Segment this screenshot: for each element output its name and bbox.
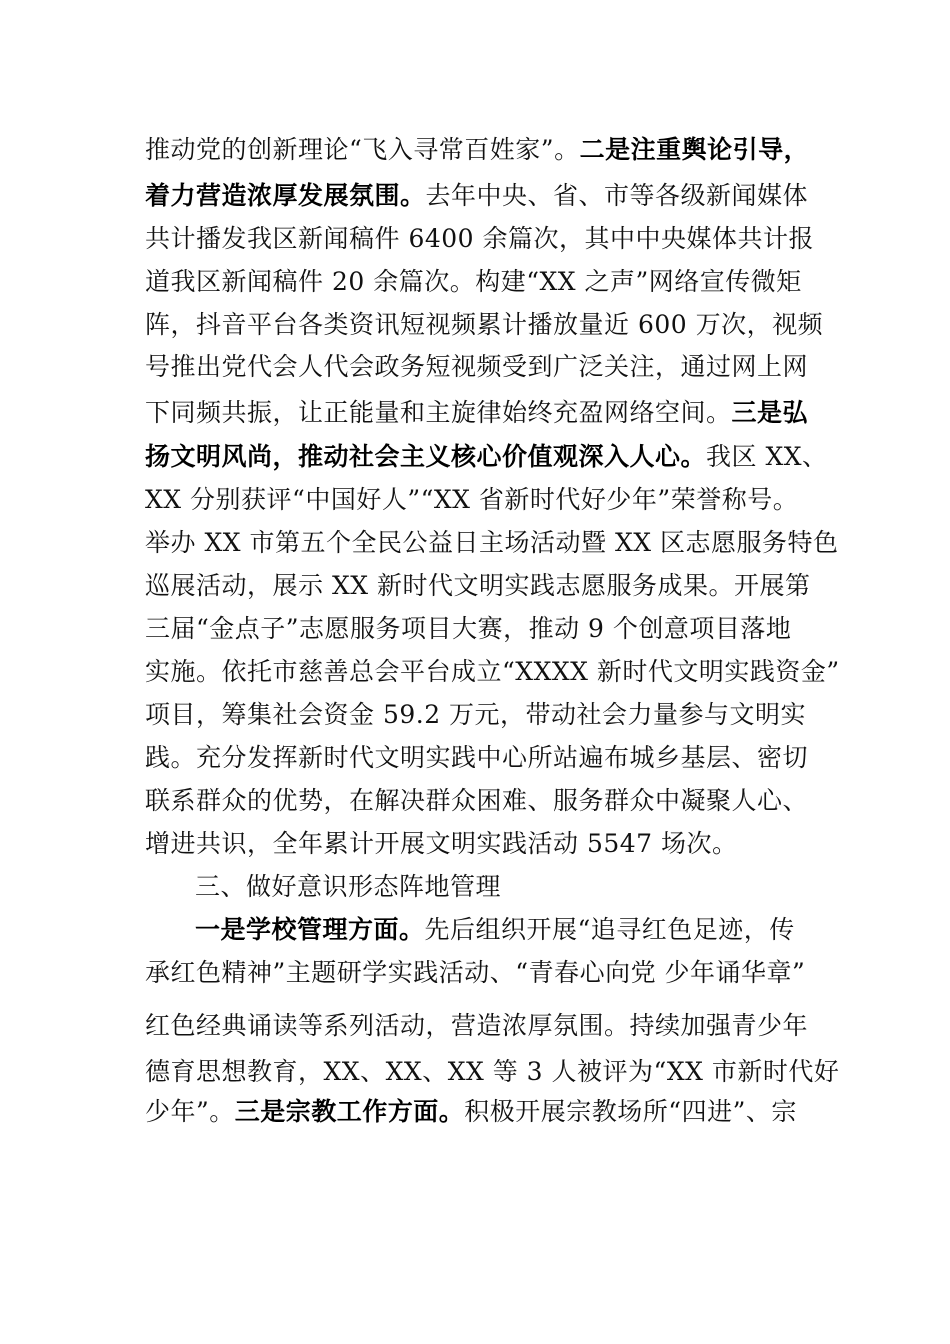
text-line-13 (145, 652, 840, 692)
text-run: 巡展活动，展示 XX 新时代文明实践志愿服务成果。开展第 (145, 571, 811, 600)
text-line-22 (145, 1052, 840, 1092)
text-line-11 (145, 566, 825, 606)
text-line-4 (145, 262, 825, 302)
text-run: 我区 XX、 (706, 442, 828, 471)
text-line-17 (145, 824, 825, 864)
bold-heading-run: 三是弘 (731, 398, 809, 427)
text-line-23 (145, 1092, 825, 1132)
text-run: 道我区新闻稿件 20 余篇次。构建“XX 之声”网络宣传微矩 (145, 267, 802, 296)
text-line-19 (195, 910, 875, 950)
text-line-20 (145, 953, 825, 993)
bold-heading-run: 着力营造浓厚发展氛围。 (145, 181, 426, 210)
text-run: 共计播发我区新闻稿件 6400 余篇次，其中中央媒体共计报 (145, 224, 815, 253)
text-run: 号推出党代会人代会政务短视频受到广泛关注，通过网上网 (145, 352, 809, 381)
text-line-2 (145, 176, 825, 216)
text-line-6 (145, 347, 825, 387)
text-run: 德育思想教育，XX、XX、XX 等 3 人被评为“XX 市新时代好 (145, 1057, 840, 1086)
text-line-16 (145, 781, 825, 821)
text-run: 三、做好意识形态阵地管理 (195, 872, 502, 901)
bold-heading-run: 一是学校管理方面。 (195, 915, 425, 944)
text-run: 推动党的创新理论“飞入寻常百姓家”。 (145, 135, 580, 164)
text-line-15 (145, 738, 825, 778)
section-heading (195, 867, 875, 907)
text-line-21 (145, 1006, 825, 1046)
text-run: 承红色精神”主题研学实践活动、“青春心向党 少年诵华章” (145, 958, 806, 987)
text-run: 举办 XX 市第五个全民公益日主场活动暨 XX 区志愿服务特色 (145, 528, 839, 557)
text-run: 积极开展宗教场所“四进”、宗 (464, 1097, 797, 1126)
text-run: 阵，抖音平台各类资讯短视频累计播放量近 600 万次，视频 (145, 310, 824, 339)
bold-heading-run: 扬文明风尚，推动社会主义核心价值观深入人心。 (145, 442, 707, 471)
text-run: 践。充分发挥新时代文明实践中心所站遍布城乡基层、密切 (145, 743, 809, 772)
text-run: 联系群众的优势，在解决群众困难、服务群众中凝聚人心、 (145, 786, 809, 815)
text-line-7 (145, 393, 825, 433)
text-run: 三届“金点子”志愿服务项目大赛，推动 9 个创意项目落地 (145, 614, 792, 643)
text-run: 去年中央、省、市等各级新闻媒体 (425, 181, 809, 210)
text-run: 增进共识，全年累计开展文明实践活动 5547 场次。 (145, 829, 738, 858)
text-run: XX 分别获评“中国好人”“XX 省新时代好少年”荣誉称号。 (145, 485, 799, 514)
text-run: 项目，筹集社会资金 59.2 万元，带动社会力量参与文明实 (145, 700, 807, 729)
text-line-8 (145, 437, 828, 477)
text-line-1 (145, 130, 825, 170)
text-run: 红色经典诵读等系列活动，营造浓厚氛围。持续加强青少年 (145, 1011, 809, 1040)
text-run: 先后组织开展“追寻红色足迹，传 (424, 915, 795, 944)
text-line-5 (145, 305, 825, 345)
text-line-12 (145, 609, 825, 649)
text-run: 少年”。 (145, 1097, 235, 1126)
text-run: 下同频共振，让正能量和主旋律始终充盈网络空间。 (145, 398, 732, 427)
bold-heading-run: 三是宗教工作方面。 (234, 1097, 465, 1126)
text-line-3 (145, 219, 825, 259)
text-line-10 (145, 523, 839, 563)
text-line-9 (145, 480, 825, 520)
text-run: 实施。依托市慈善总会平台成立“XXXX 新时代文明实践资金” (145, 657, 840, 686)
bold-heading-run: 二是注重舆论引导， (579, 135, 810, 164)
text-line-14 (145, 695, 825, 735)
